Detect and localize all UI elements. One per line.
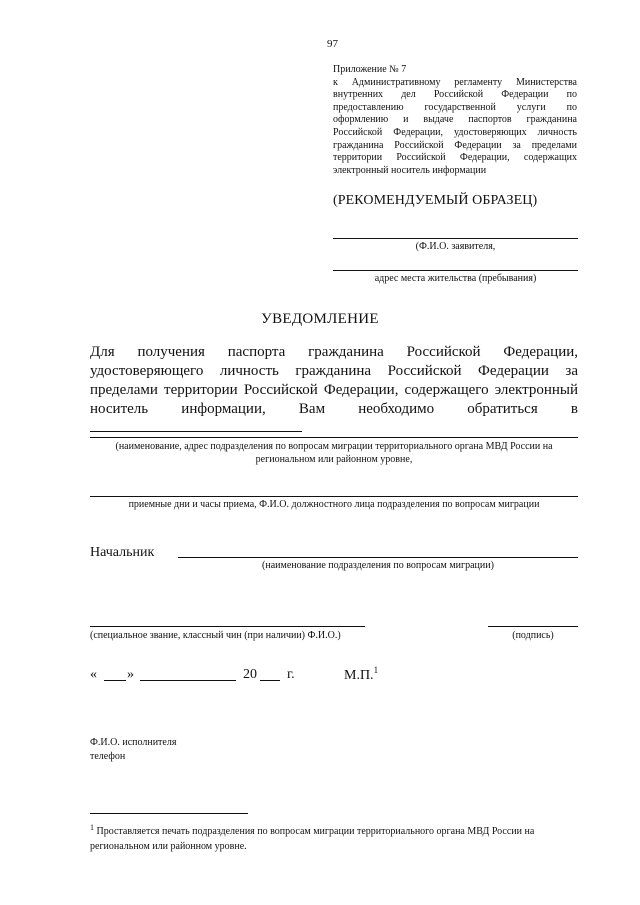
destination-blank <box>90 420 302 432</box>
stamp-text: М.П. <box>344 668 374 683</box>
date-year-blank <box>260 680 280 681</box>
notice-body <box>90 343 578 438</box>
footnote <box>90 820 580 854</box>
page-number: 97 <box>327 38 338 50</box>
date-year-prefix: 20 <box>243 667 257 682</box>
appendix-title: Приложение № 7 <box>333 64 407 75</box>
stamp-label <box>344 665 378 684</box>
chief-line <box>178 557 578 558</box>
footnote-mark: 1 <box>90 823 94 832</box>
appendix-block <box>333 64 577 177</box>
applicant-address-caption: адрес места жительства (пребывания) <box>374 273 537 284</box>
executor-fio-label: Ф.И.О. исполнителя <box>90 737 177 748</box>
date-year-suffix: г. <box>287 667 295 682</box>
unit-caption: (наименование, адрес подразделения по вопросам миграции территориального органа МВД России на региональном или районном уровне, <box>115 441 553 465</box>
signature-caption: (подпись) <box>512 630 554 641</box>
unit-line <box>90 437 578 438</box>
footnote-text: Проставляется печать подразделения по вопросам миграции территориального органа МВД России на региональном или районном уровне. <box>90 826 535 852</box>
hours-line <box>90 496 578 497</box>
notice-body-text: Для получения паспорта гражданина Российской Федерации, удостоверяющего личность гражданина Российской Федерации за пределами территории Российской Федерации, содержащего электронный носитель информации, Вам необходимо обратиться в <box>90 344 578 417</box>
sample-label: (РЕКОМЕНДУЕМЫЙ ОБРАЗЕЦ) <box>333 193 538 208</box>
date-day-blank <box>104 680 126 681</box>
appendix-text: к Административному регламенту Министерства внутренних дел Российской Федерации по предоставлению государственной услуги по оформлению и выдаче паспортов гражданина Российской Федерации, удостоверяющих личность гражданина Российской Федерации за пределами территории Российской Федерации, содержащих электронный носитель информации <box>333 76 577 176</box>
applicant-address-line <box>333 270 578 271</box>
rank-line <box>90 626 365 627</box>
footnote-rule <box>90 813 248 814</box>
date-quote-open: « <box>90 667 97 682</box>
executor-block <box>90 736 176 764</box>
rank-caption: (специальное звание, классный чин (при наличии) Ф.И.О.) <box>90 630 341 641</box>
executor-phone-label: телефон <box>90 751 126 762</box>
applicant-fio-caption: (Ф.И.О. заявителя, <box>415 241 496 252</box>
date-month-blank <box>140 680 236 681</box>
date-quote-close: » <box>127 667 134 682</box>
stamp-footnote-mark: 1 <box>373 665 379 675</box>
chief-caption: (наименование подразделения по вопросам миграции) <box>262 560 494 571</box>
hours-caption: приемные дни и часы приема, Ф.И.О. должностного лица подразделения по вопросам миграции <box>128 499 540 510</box>
document-title: УВЕДОМЛЕНИЕ <box>261 311 379 327</box>
applicant-fio-line <box>333 238 578 239</box>
signature-line <box>488 626 578 627</box>
chief-label: Начальник <box>90 545 155 560</box>
